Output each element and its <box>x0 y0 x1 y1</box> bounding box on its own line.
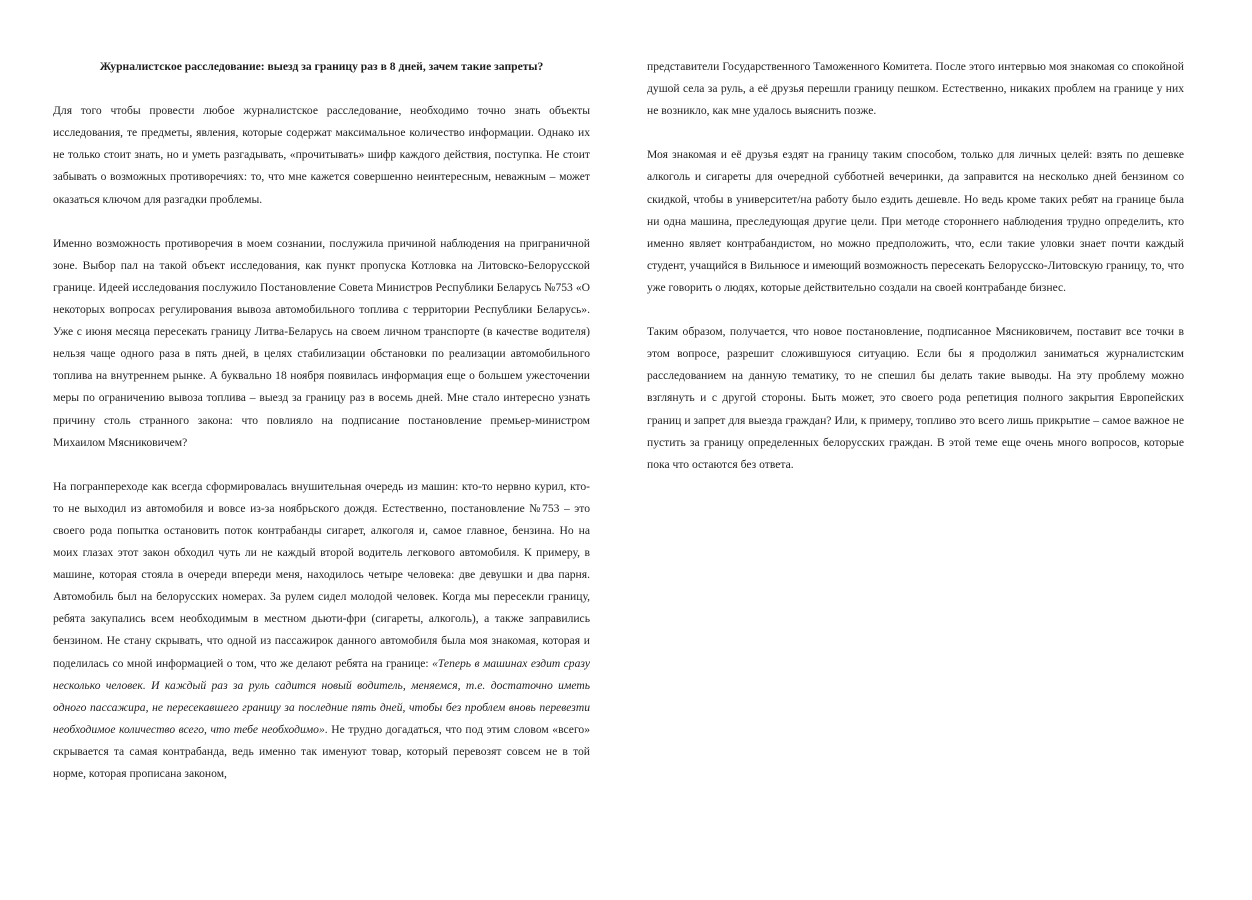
paragraph-4: представители Государственного Таможенного Комитета. После этого интервью моя знакомая со спокойной душой села за руль, а её друзья перешли границу пешком. Естественно, никаких проблем на границе у них не возникло, как мне удалось выяснить позже. <box>647 60 1184 118</box>
left-column <box>53 56 590 807</box>
paragraph-6: Таким образом, получается, что новое постановление, подписанное Мясниковичем, поставит все точки в этом вопросе, разрешит сложившуюся ситуацию. Если бы я продолжил заниматься журналистским расследованием на данную тематику, то не спешил бы делать такие выводы. На эту проблему можно взглянуть и с другой стороны. Быть может, это своего рода репетиция полного закрытия Европейских границ и запрет для выезда граждан? Или, к примеру, топливо это всего лишь прикрытие – самое важное не пустить за границу определенных белорусских граждан. В этой теме еще очень много вопросов, которые пока что остаются без ответа. <box>647 325 1184 471</box>
driver-quote: «Теперь в машинах ездит сразу несколько человек. И каждый раз за руль садится новый водитель, меняемся, т.е. достаточно иметь одного пассажира, не пересекавшего границу за последние пять дней, чтобы без проблем вновь перевезти необходимое количество всего, что тебе необходимо» <box>53 656 590 736</box>
right-column <box>647 56 1184 498</box>
paragraph-2: Именно возможность противоречия в моем сознании, послужила причиной наблюдения на приграничной зоне. Выбор пал на такой объект исследования, как пункт пропуска Котловка на Литовско-Белорусской границе. Идеей исследования послужило Постановление Совета Министров Республики Беларусь №753 «О некоторых вопросах регулирования вывоза автомобильного топлива с территории Республики Беларусь». Уже с июня месяца пересекать границу Литва-Беларусь на своем личном транспорте (в качестве водителя) нельзя чаще одного раза в пять дней, в целях стабилизации обстановки по реализации автомобильного топлива на внутреннем рынке. А буквально 18 ноября появилась информация еще о большем ужесточении меры по ограничению вывоза топлива – выезд за границу раз в восемь дней. Мне стало интересно узнать причину столь странного закона: что повлияло на подписание постановление премьер-министром Михаилом Мясниковичем? <box>53 236 590 449</box>
paragraph-3-continuation: . Не трудно догадаться, что под этим словом «всего» скрывается та самая контрабанда, ведь именно так именуют товар, который перевозят совсем не в той норме, которая прописана законом, <box>53 722 590 780</box>
paragraph-3 <box>53 476 590 785</box>
paragraph-1: Для того чтобы провести любое журналистское расследование, необходимо точно знать объекты исследования, те предметы, явления, которые содержат максимальное количество информации. Однако их не только стоит знать, но и уметь разгадывать, «прочитывать» шифр каждого действия, поступка. Не стоит забывать о возможных противоречиях: то, что мне кажется совершенно неинтересным, неважным – может оказаться ключом для разгадки проблемы. <box>53 104 590 206</box>
article-title: Журналистское расследование: выезд за границу раз в 8 дней, зачем такие запреты? <box>99 60 544 73</box>
paragraph-5: Моя знакомая и её друзья ездят на границу таким способом, только для личных целей: взять по дешевке алкоголь и сигареты для очередной субботней вечеринки, да заправится на несколько дней бензином со скидкой, чтобы в университет/на работу было ездить дешевле. Но ведь кроме таких ребят на границе была ни одна машина, преследующая другие цели. При методе стороннего наблюдения трудно определить, кто именно являет контрабандистом, но можно предположить, что, если такие уловки знает почти каждый студент, учащийся в Вильнюсе и имеющий возможность пересекать Белорусско-Литовскую границу, то, что уже говорить о людях, которые действительно создали на своей контрабанде бизнес. <box>647 148 1184 294</box>
paragraph-3-text: На погранпереходе как всегда сформировалась внушительная очередь из машин: кто-то нервно курил, кто-то не выходил из автомобиля и вовсе из-за ноябрьского дождя. Естественно, постановление №753 – это своего рода попытка остановить поток контрабанды сигарет, алкоголя и, самое главное, бензина. Но на моих глазах этот закон обходил чуть ли не каждый второй водитель легкового автомобиля. К примеру, в машине, которая стояла в очереди впереди меня, находилось четыре человека: две девушки и два парня. Автомобиль был на белорусских номерах. За рулем сидел молодой человек. Когда мы пересекли границу, ребята закупались всем необходимым в местном дьюти-фри (сигареты, алкоголь), а также заправились бензином. Не стану скрывать, что одной из пассажирок данного автомобиля была моя знакомая, которая и поделилась со мной информацией о том, что же делают ребята на границе: <box>53 479 590 670</box>
